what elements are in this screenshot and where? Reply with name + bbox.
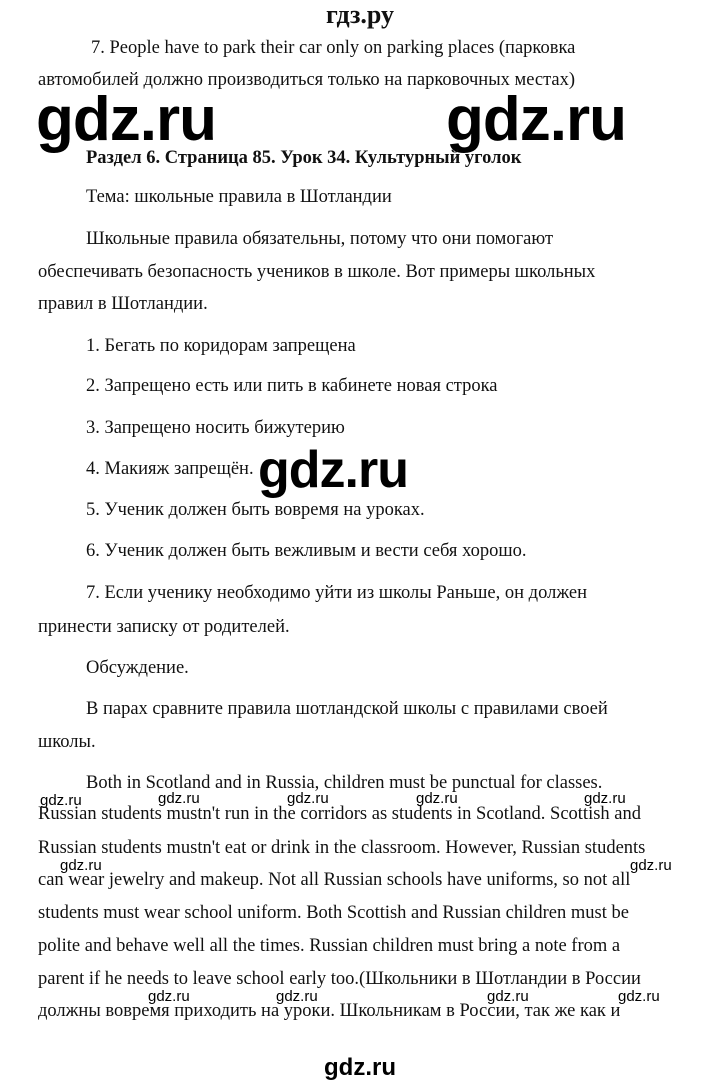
watermark-small: gdz.ru	[630, 857, 672, 874]
site-title: гдз.ру	[325, 0, 395, 29]
watermark-small: gdz.ru	[276, 988, 318, 1005]
intro-line: обеспечивать безопасность учеников в школе. Вот примеры школьных	[38, 262, 596, 282]
watermark-small: gdz.ru	[618, 988, 660, 1005]
watermark-small: gdz.ru	[287, 790, 329, 807]
rule-item: принести записку от родителей.	[38, 617, 290, 637]
watermark-small: gdz.ru	[40, 792, 82, 809]
rule-item: 7. Если ученику необходимо уйти из школы Раньше, он должен	[86, 583, 587, 603]
answer-line: должны вовремя приходить на уроки. Школьникам в России, так же как и	[38, 1001, 621, 1021]
answer-line: parent if he needs to leave school early too.(Школьники в Шотландии в России	[38, 969, 641, 989]
rule-item: 3. Запрещено носить бижутерию	[86, 418, 345, 438]
watermark-small: gdz.ru	[487, 988, 529, 1005]
watermark-large-left: gdz.ru	[36, 85, 216, 154]
discussion-line: В парах сравните правила шотландской школы с правилами своей	[86, 699, 608, 719]
answer-line: can wear jewelry and makeup. Not all Russian schools have uniforms, so not all	[38, 870, 631, 890]
intro-line: Школьные правила обязательны, потому что они помогают	[86, 229, 554, 249]
rule-item: 4. Макияж запрещён.	[86, 459, 254, 479]
topic-line: Тема: школьные правила в Шотландии	[86, 187, 392, 207]
watermark-large-right: gdz.ru	[446, 85, 626, 154]
watermark-bottom: gdz.ru	[324, 1054, 396, 1081]
watermark-small: gdz.ru	[158, 790, 200, 807]
section-heading: Раздел 6. Страница 85. Урок 34. Культурный уголок	[86, 148, 522, 168]
rule-item: 1. Бегать по коридорам запрещена	[86, 336, 356, 356]
watermark-large-center: gdz.ru	[258, 441, 408, 499]
rule-item: 2. Запрещено есть или пить в кабинете новая строка	[86, 376, 498, 396]
answer-line: polite and behave well all the times. Russian children must bring a note from a	[38, 936, 621, 956]
answer-line: Russian students mustn't run in the corridors as students in Scotland. Scottish and	[38, 804, 642, 824]
paragraph-line: автомобилей должно производиться только на парковочных местах)	[38, 70, 576, 90]
intro-line: правил в Шотландии.	[38, 294, 208, 314]
rule-item: 6. Ученик должен быть вежливым и вести себя хорошо.	[86, 541, 527, 561]
answer-line: Russian students mustn't eat or drink in the classroom. However, Russian students	[38, 838, 646, 858]
answer-line: students must wear school uniform. Both Scottish and Russian children must be	[38, 903, 629, 923]
watermark-small: gdz.ru	[60, 857, 102, 874]
rule-item: 5. Ученик должен быть вовремя на уроках.	[86, 500, 425, 520]
watermark-small: gdz.ru	[584, 790, 626, 807]
watermark-small: gdz.ru	[148, 988, 190, 1005]
answer-line: Both in Scotland and in Russia, children must be punctual for classes.	[86, 773, 603, 793]
discussion-title: Обсуждение.	[86, 658, 189, 678]
discussion-line: школы.	[38, 732, 96, 752]
watermark-small: gdz.ru	[416, 790, 458, 807]
paragraph-line: 7. People have to park their car only on parking places (парковка	[91, 38, 576, 58]
